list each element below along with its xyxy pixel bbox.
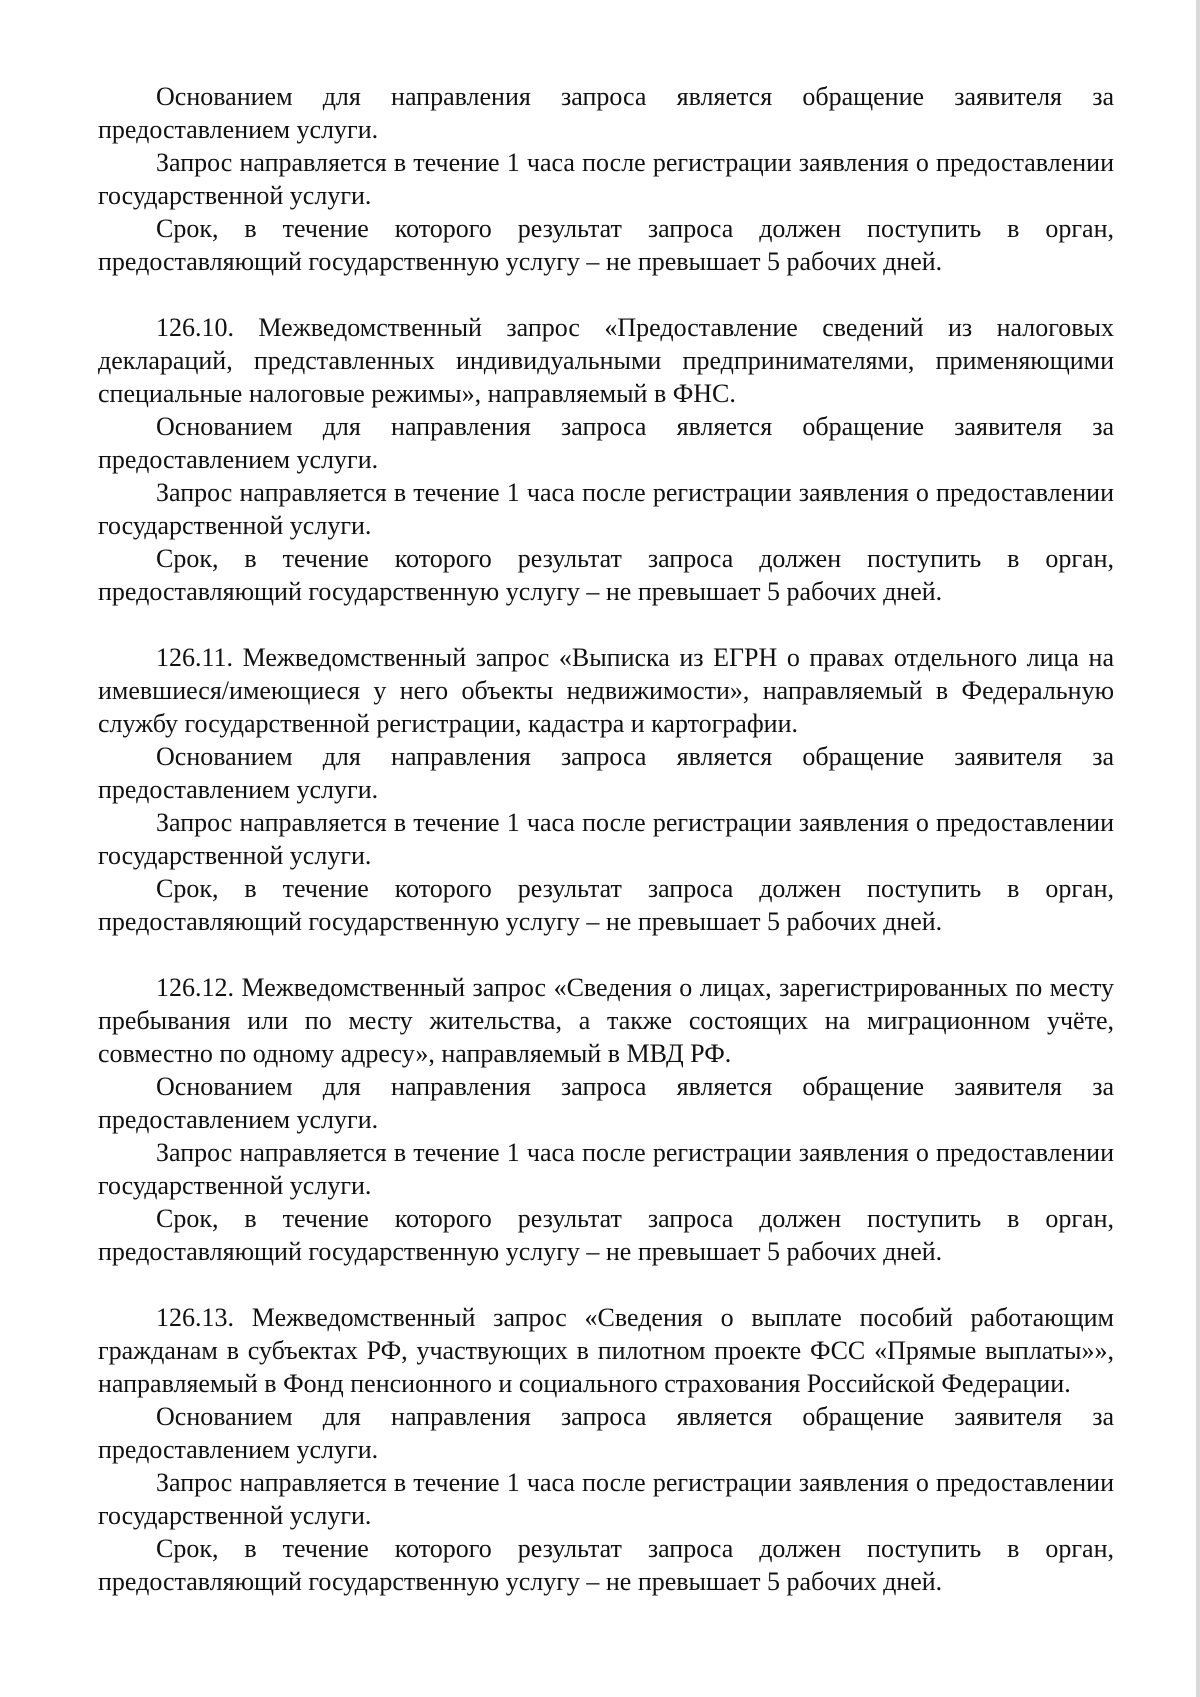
paragraph-request-title: 126.12. Межведомственный запрос «Сведения о лицах, зарегистрированных по месту пребывания или по месту жительства, а также состоящих на миграционном учёте, совместно по одному адресу», направляемый в МВД РФ. xyxy=(98,973,1114,1068)
section-126-13 xyxy=(98,1301,1114,1598)
paragraph-basis: Основанием для направления запроса является обращение заявителя за предоставлением услуги. xyxy=(98,82,1114,144)
paragraph-deadline: Срок, в течение которого результат запроса должен поступить в орган, предоставляющий государственную услугу – не превышает 5 рабочих дней. xyxy=(98,214,1114,276)
paragraph-request-title: 126.10. Межведомственный запрос «Предоставление сведений из налоговых деклараций, представленных индивидуальными предпринимателями, применяющими специальные налоговые режимы», направляемый в ФНС. xyxy=(98,313,1114,408)
paragraph-request-title: 126.11. Межведомственный запрос «Выписка из ЕГРН о правах отдельного лица на имевшиеся/имеющиеся у него объекты недвижимости», направляемый в Федеральную службу государственной регистрации, кадастра и картографии. xyxy=(98,643,1114,738)
paragraph-timing: Запрос направляется в течение 1 часа после регистрации заявления о предоставлении государственной услуги. xyxy=(98,148,1114,210)
paragraph-timing: Запрос направляется в течение 1 часа после регистрации заявления о предоставлении государственной услуги. xyxy=(98,808,1114,870)
paragraph-deadline: Срок, в течение которого результат запроса должен поступить в орган, предоставляющий государственную услугу – не превышает 5 рабочих дней. xyxy=(98,544,1114,606)
paragraph-timing: Запрос направляется в течение 1 часа после регистрации заявления о предоставлении государственной услуги. xyxy=(98,1468,1114,1530)
section-126-11 xyxy=(98,641,1114,938)
section-126-12 xyxy=(98,971,1114,1268)
paragraph-deadline: Срок, в течение которого результат запроса должен поступить в орган, предоставляющий государственную услугу – не превышает 5 рабочих дней. xyxy=(98,1204,1114,1266)
document-body xyxy=(98,80,1114,1598)
paragraph-basis: Основанием для направления запроса является обращение заявителя за предоставлением услуги. xyxy=(98,1072,1114,1134)
paragraph-timing: Запрос направляется в течение 1 часа после регистрации заявления о предоставлении государственной услуги. xyxy=(98,1138,1114,1200)
section-126-10 xyxy=(98,311,1114,608)
paragraph-basis: Основанием для направления запроса является обращение заявителя за предоставлением услуги. xyxy=(98,1402,1114,1464)
page-edge xyxy=(1196,0,1200,1697)
paragraph-deadline: Срок, в течение которого результат запроса должен поступить в орган, предоставляющий государственную услугу – не превышает 5 рабочих дней. xyxy=(98,1534,1114,1596)
paragraph-deadline: Срок, в течение которого результат запроса должен поступить в орган, предоставляющий государственную услугу – не превышает 5 рабочих дней. xyxy=(98,874,1114,936)
paragraph-timing: Запрос направляется в течение 1 часа после регистрации заявления о предоставлении государственной услуги. xyxy=(98,478,1114,540)
paragraph-basis: Основанием для направления запроса является обращение заявителя за предоставлением услуги. xyxy=(98,742,1114,804)
paragraph-request-title: 126.13. Межведомственный запрос «Сведения о выплате пособий работающим гражданам в субъектах РФ, участвующих в пилотном проекте ФСС «Прямые выплаты»», направляемый в Фонд пенсионного и социального страхования Российской Федерации. xyxy=(98,1303,1114,1398)
section-intro xyxy=(98,80,1114,278)
paragraph-basis: Основанием для направления запроса является обращение заявителя за предоставлением услуги. xyxy=(98,412,1114,474)
